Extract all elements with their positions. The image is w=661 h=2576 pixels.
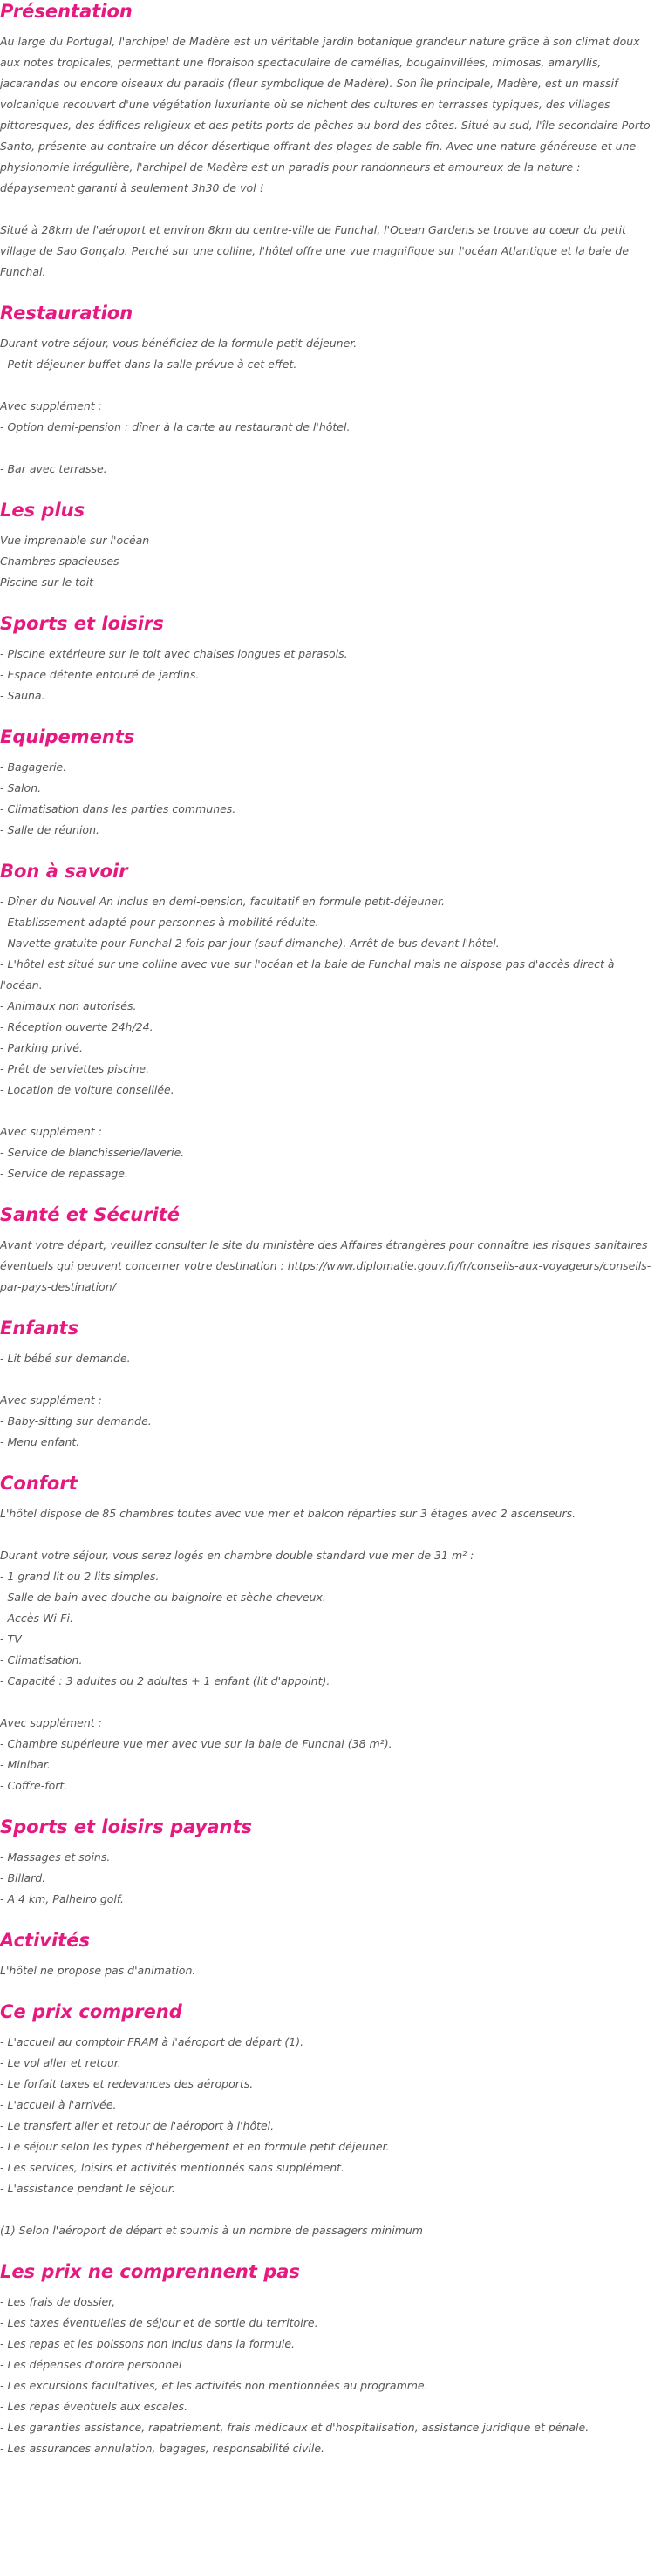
section (0, 2000, 658, 2241)
section-body (0, 1348, 658, 1453)
spacer-line (0, 1524, 658, 1545)
text-line: - Les repas et les boissons non inclus dans la formule. (0, 2337, 296, 2350)
text-line: - Service de blanchisserie/laverie. (0, 1146, 185, 1159)
text-line: - Climatisation. (0, 1653, 83, 1666)
text-line: Chambres spacieuses (0, 555, 119, 568)
spacer-line (0, 1369, 658, 1390)
text-line: - Etablissement adapté pour personnes à mobilité réduite. (0, 916, 319, 929)
section-body (0, 2032, 658, 2241)
text-line: Au large du Portugal, l'archipel de Madère est un véritable jardin botanique grandeur nature grâce à son climat doux aux notes tropicales, permettant une floraison spectaculaire de camélias, bougainvillées, mimosas, amaryllis, jacarandas ou encore oiseaux du paradis (fleur symbolique de Madère). Son île principale, Madère, est un massif volcanique recouvert d'une végétation luxuriante où se nichent des cultures en terrasses typiques, des villages pittoresques, des édifices religieux et des petits ports de pêches au bord des côtes. Situé au sud, l'île secondaire Porto Santo, présente au contraire un décor désertique offrant des plages de sable fin. Avec une nature généreuse et une physionomie irrégulière, l'archipel de Madère est un paradis pour randonneurs et amoureux de la nature : dépaysement garanti à seulement 3h30 de vol ! (0, 35, 651, 194)
section-title: Santé et Sécurité (0, 1204, 181, 1225)
section-title: Enfants (0, 1318, 79, 1339)
text-line: - Service de repassage. (0, 1167, 128, 1180)
text-line: - Navette gratuite pour Funchal 2 fois par jour (sauf dimanche). Arrêt de bus devant l'hôtel. (0, 937, 500, 950)
text-line: - Petit-déjeuner buffet dans la salle prévue à cet effet. (0, 358, 297, 371)
text-line: - Le séjour selon les types d'hébergement et en formule petit déjeuner. (0, 2140, 390, 2153)
text-line: - Les frais de dossier, (0, 2295, 116, 2308)
section-title: Ce prix comprend (0, 2001, 182, 2022)
text-line: L'hôtel ne propose pas d'animation. (0, 1964, 196, 1977)
section-title: Présentation (0, 1, 133, 22)
section-title: Activités (0, 1930, 90, 1951)
text-line: Avec supplément : (0, 399, 102, 412)
section-body (0, 891, 658, 1184)
text-line: - A 4 km, Palheiro golf. (0, 1892, 125, 1905)
text-line: - Salle de bain avec douche ou baignoire et sèche-cheveux. (0, 1591, 326, 1604)
section-body (0, 1503, 658, 1796)
section (0, 302, 658, 480)
text-line: - TV (0, 1632, 22, 1646)
spacer-line (0, 375, 658, 396)
section-body (0, 31, 658, 283)
spacer-line (0, 2199, 658, 2220)
text-line: - Parking privé. (0, 1041, 83, 1054)
spacer-line (0, 1101, 658, 1121)
section (0, 1317, 658, 1453)
section-title: Confort (0, 1473, 78, 1494)
section-title: Sports et loisirs payants (0, 1816, 252, 1837)
text-line: Situé à 28km de l'aéroport et environ 8km du centre-ville de Funchal, l'Ocean Gardens se trouve au coeur du petit village de Sao Gonçalo. Perché sur une colline, l'hôtel offre une vue magnifique sur l'océan Atlantique et la baie de Funchal. (0, 223, 630, 278)
section-body (0, 757, 658, 841)
text-line: - Accès Wi-Fi. (0, 1612, 73, 1625)
section (0, 612, 658, 706)
text-line: - Les excursions facultatives, et les activités non mentionnées au programme. (0, 2379, 428, 2392)
text-line: - Minibar. (0, 1758, 51, 1771)
text-line: - Baby-sitting sur demande. (0, 1414, 152, 1428)
text-line: - Salon. (0, 781, 42, 794)
section (0, 726, 658, 841)
section-title: Bon à savoir (0, 861, 128, 882)
text-line: - L'accueil à l'arrivée. (0, 2098, 117, 2111)
text-line: - Massages et soins. (0, 1850, 111, 1864)
text-line: - Les assurances annulation, bagages, responsabilité civile. (0, 2442, 325, 2455)
section-body (0, 1960, 658, 1981)
text-line: - Capacité : 3 adultes ou 2 adultes + 1 enfant (lit d'appoint). (0, 1674, 330, 1687)
text-line: Avec supplément : (0, 1394, 102, 1407)
text-line: Durant votre séjour, vous serez logés en chambre double standard vue mer de 31 m² : (0, 1549, 474, 1562)
section (0, 499, 658, 593)
section (0, 860, 658, 1184)
section-body (0, 2292, 658, 2459)
text-line: Vue imprenable sur l'océan (0, 534, 150, 547)
section-body (0, 1235, 658, 1298)
section-title: Sports et loisirs (0, 613, 164, 634)
text-line: L'hôtel dispose de 85 chambres toutes avec vue mer et balcon réparties sur 3 étages avec 2 ascenseurs. (0, 1507, 576, 1520)
text-line: Piscine sur le toit (0, 576, 94, 589)
text-line: - L'assistance pendant le séjour. (0, 2182, 175, 2195)
text-line: - Sauna. (0, 689, 45, 702)
text-line: - Menu enfant. (0, 1435, 80, 1448)
text-line: Avec supplément : (0, 1125, 102, 1138)
text-line: - Animaux non autorisés. (0, 999, 137, 1012)
text-line: - Billard. (0, 1871, 46, 1884)
section-title: Equipements (0, 726, 135, 747)
text-line: - Le transfert aller et retour de l'aéroport à l'hôtel. (0, 2119, 275, 2132)
text-line: - Le vol aller et retour. (0, 2056, 121, 2069)
text-line: - Coffre-fort. (0, 1779, 68, 1792)
spacer-line (0, 438, 658, 459)
text-line: - Bar avec terrasse. (0, 462, 107, 475)
section-body (0, 644, 658, 706)
section (0, 1929, 658, 1981)
text-line: - 1 grand lit ou 2 lits simples. (0, 1570, 160, 1583)
text-line: - Salle de réunion. (0, 823, 99, 836)
section-title: Les prix ne comprennent pas (0, 2261, 300, 2282)
section-body (0, 333, 658, 480)
text-line: - Les taxes éventuelles de séjour et de sortie du territoire. (0, 2316, 318, 2329)
text-line: - Les repas éventuels aux escales. (0, 2400, 188, 2413)
section-title: Restauration (0, 303, 133, 324)
text-line: Avec supplément : (0, 1716, 102, 1729)
section (0, 1472, 658, 1796)
text-line: - Chambre supérieure vue mer avec vue sur la baie de Funchal (38 m²). (0, 1737, 392, 1750)
text-line: - Climatisation dans les parties communes. (0, 802, 236, 815)
text-line: Avant votre départ, veuillez consulter le site du ministère des Affaires étrangères pour connaître les risques sanitaires éventuels qui peuvent concerner votre destination : https://www.diplomatie.gouv.fr/fr/conseils-aux-voyageurs/conseils-par-pays-destination/ (0, 1238, 651, 1293)
spacer-line (0, 199, 658, 220)
text-line: - Réception ouverte 24h/24. (0, 1020, 153, 1033)
section-title: Les plus (0, 500, 85, 521)
section-body (0, 530, 658, 593)
section (0, 2260, 658, 2459)
text-line: - Prêt de serviettes piscine. (0, 1062, 150, 1075)
text-line: - Location de voiture conseillée. (0, 1083, 174, 1096)
text-line: - Les dépenses d'ordre personnel (0, 2358, 182, 2371)
text-line: - Le forfait taxes et redevances des aéroports. (0, 2077, 254, 2090)
spacer-line (0, 1692, 658, 1713)
text-line: - Les services, loisirs et activités mentionnés sans supplément. (0, 2161, 345, 2174)
text-line: - L'hôtel est situé sur une colline avec vue sur l'océan et la baie de Funchal mais ne dispose pas d'accès direct à l'océan. (0, 957, 615, 992)
section (0, 0, 658, 283)
text-line: (1) Selon l'aéroport de départ et soumis à un nombre de passagers minimum (0, 2224, 423, 2237)
text-line: - Bagagerie. (0, 760, 67, 773)
text-line: - Les garanties assistance, rapatriement, frais médicaux et d'hospitalisation, assistance juridique et pénale. (0, 2421, 589, 2434)
section-body (0, 1847, 658, 1910)
text-line: - Espace détente entouré de jardins. (0, 668, 200, 681)
text-line: - Piscine extérieure sur le toit avec chaises longues et parasols. (0, 647, 348, 660)
section (0, 1816, 658, 1910)
text-line: - Dîner du Nouvel An inclus en demi-pension, facultatif en formule petit-déjeuner. (0, 895, 445, 908)
section (0, 1203, 658, 1298)
text-line: - Lit bébé sur demande. (0, 1352, 131, 1365)
text-line: - Option demi-pension : dîner à la carte au restaurant de l'hôtel. (0, 420, 351, 433)
text-line: - L'accueil au comptoir FRAM à l'aéroport de départ (1). (0, 2035, 304, 2048)
text-line: Durant votre séjour, vous bénéficiez de la formule petit-déjeuner. (0, 337, 358, 350)
